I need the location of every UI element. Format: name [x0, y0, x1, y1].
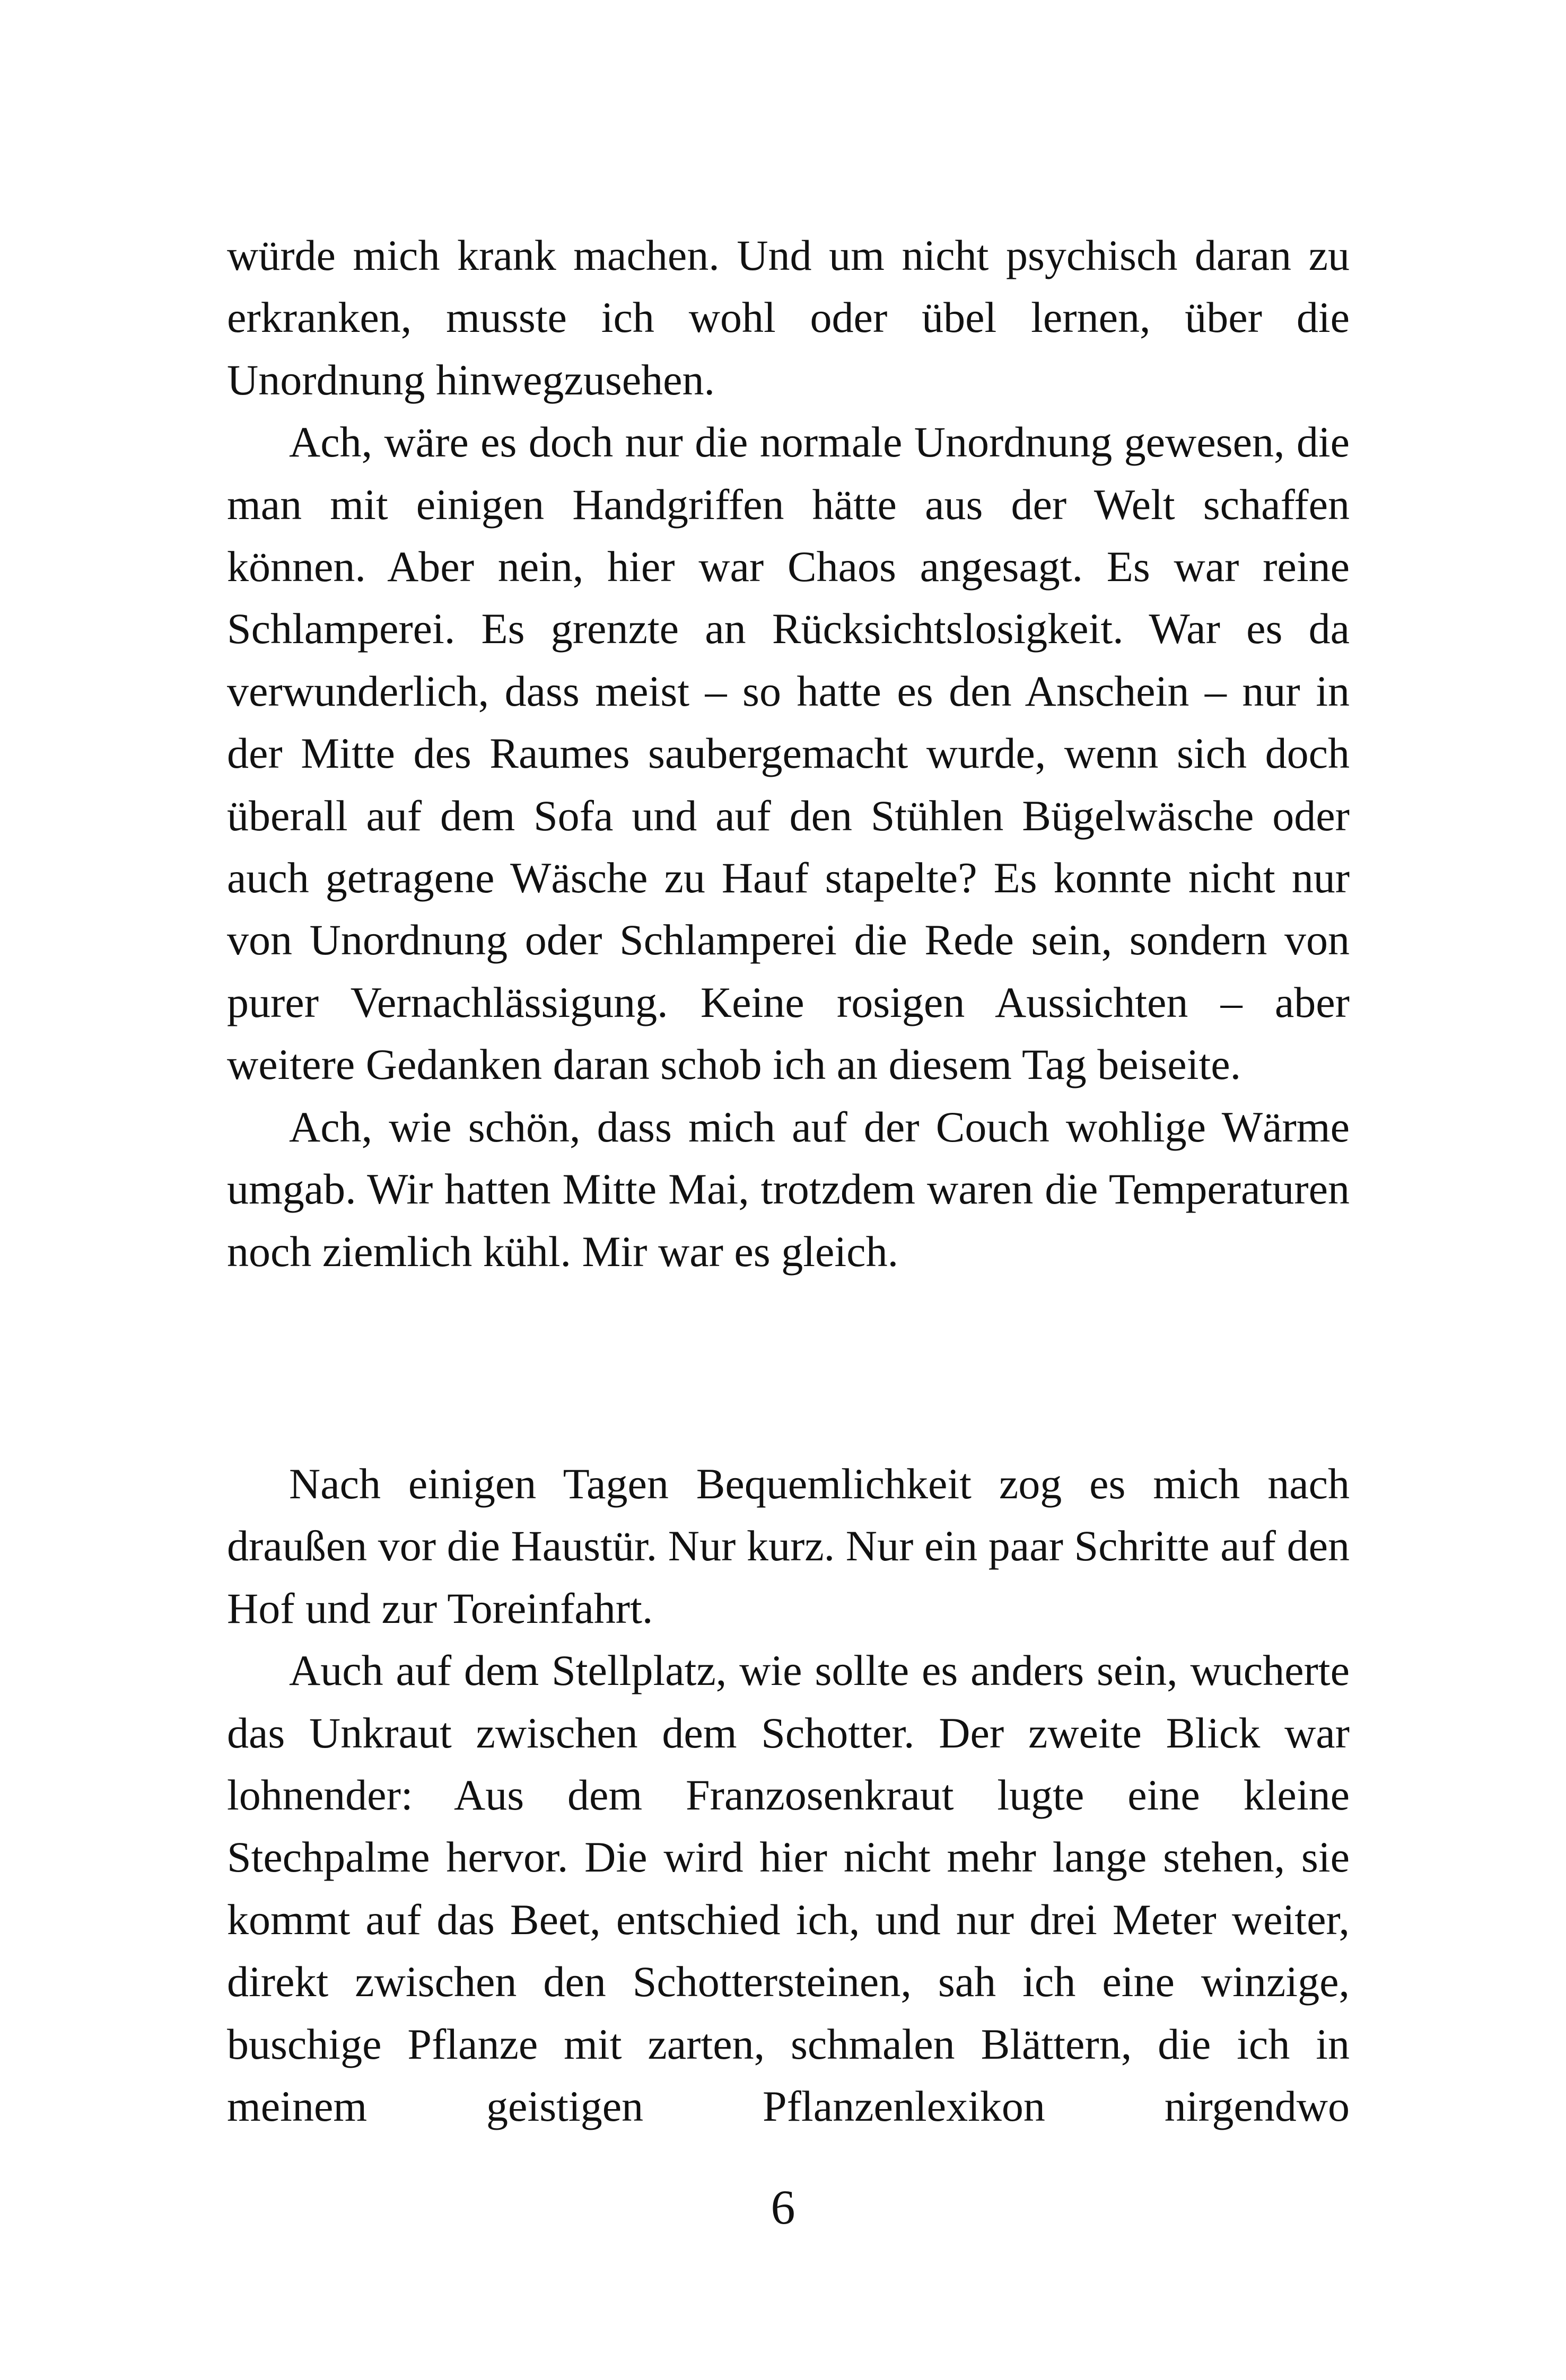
paragraph: Ach, wäre es doch nur die normale Unordnung gewesen, die man mit einigen Handgriffen hätte aus der Welt schaffen können. Aber nein, hier war Chaos angesagt. Es war reine Schlamperei. Es grenzte an Rücksichtslosigkeit. War es da verwunderlich, dass meist – so hatte es den Anschein – nur in der Mitte des Raumes saubergemacht wurde, wenn sich doch überall auf dem Sofa und auf den Stühlen Bügelwäsche oder auch getragene Wäsche zu Hauf stapelte? Es konnte nicht nur von Unordnung oder Schlamperei die Rede sein, sondern von purer Vernachlässigung. Keine rosigen Aussichten – aber weitere Gedanken daran schob ich an diesem Tag beiseite.	[227, 418, 1350, 1089]
text-section-1	[227, 224, 1350, 1283]
paragraph: Ach, wie schön, dass mich auf der Couch wohlige Wärme umgab. Wir hatten Mitte Mai, trotzdem waren die Temperaturen noch ziemlich kühl. Mir war es gleich.	[227, 1102, 1350, 1276]
text-section-2	[227, 1453, 1350, 2137]
paragraph-continuation: würde mich krank machen. Und um nicht psychisch daran zu erkranken, musste ich wohl oder übel lernen, über die Unordnung hinwegzusehen.	[227, 231, 1350, 404]
page-number: 6	[771, 2180, 795, 2234]
paragraph: Nach einigen Tagen Bequemlichkeit zog es mich nach draußen vor die Haustür. Nur kurz. Nur ein paar Schritte auf den Hof und zur Toreinfahrt.	[227, 1460, 1350, 1632]
paragraph: Auch auf dem Stellplatz, wie sollte es anders sein, wucherte das Unkraut zwischen dem Schotter. Der zweite Blick war lohnender: Aus dem Franzosenkraut lugte eine kleine Stechpalme hervor. Die wird hier nicht mehr lange stehen, sie kommt auf das Beet, entschied ich, und nur drei Meter weiter, direkt zwischen den Schottersteinen, sah ich eine winzige, buschige Pflanze mit zarten, schmalen Blättern, die ich in meinem geistigen Pflanzenlexikon nirgendwo	[227, 1646, 1350, 2131]
